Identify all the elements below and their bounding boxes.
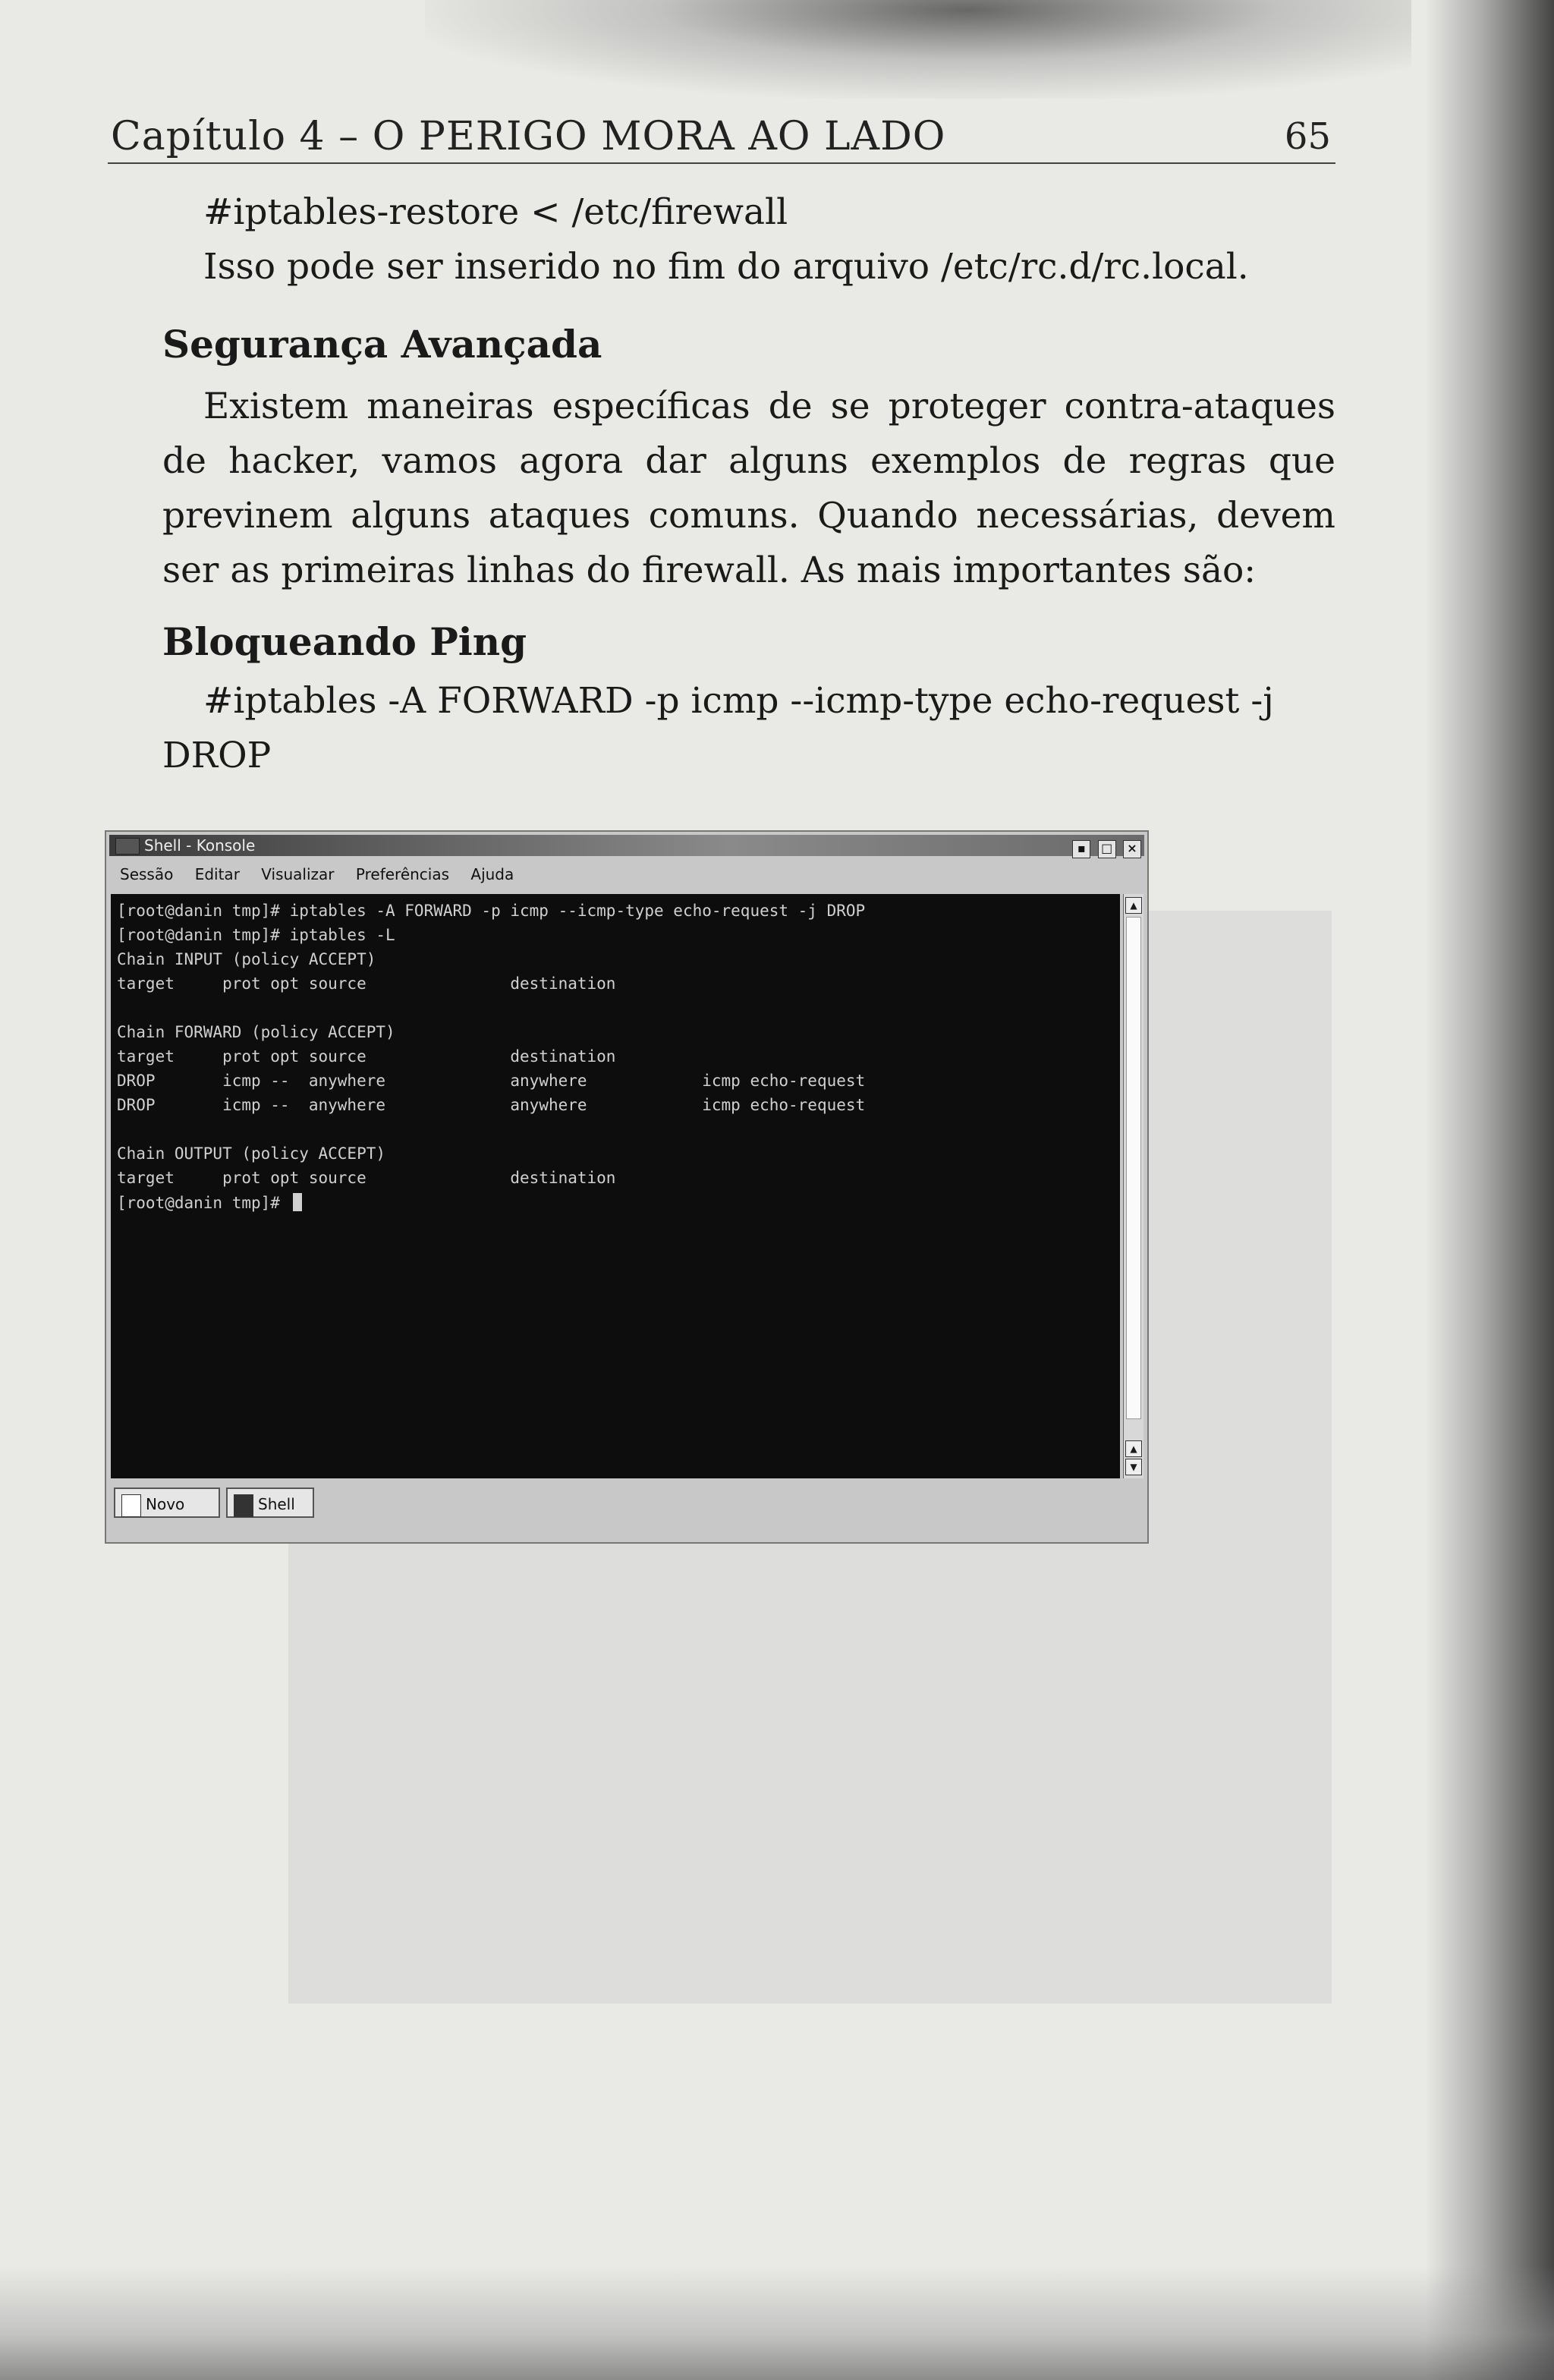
- menu-preferencias[interactable]: Preferências: [355, 865, 450, 883]
- scan-bleed-top: [425, 0, 1411, 99]
- new-session-label: Novo: [146, 1495, 185, 1513]
- terminal-cursor: [293, 1193, 302, 1211]
- terminal-line: DROP icmp -- anywhere anywhere icmp echo-request: [117, 1096, 866, 1114]
- terminal-line: target prot opt source destination: [117, 1169, 616, 1187]
- window-titlebar[interactable]: [109, 835, 1144, 856]
- close-button[interactable]: ×: [1123, 840, 1141, 858]
- scroll-up-icon[interactable]: ▲: [1125, 897, 1142, 914]
- terminal-line: target prot opt source destination: [117, 974, 616, 993]
- heading-security: Segurança Avançada: [162, 322, 602, 367]
- new-session-button[interactable]: [114, 1488, 220, 1518]
- menu-ajuda[interactable]: Ajuda: [470, 865, 514, 883]
- terminal-prompt: [root@danin tmp]#: [117, 1194, 290, 1212]
- terminal-line: [root@danin tmp]# iptables -L: [117, 926, 395, 944]
- scan-bleed-bottom: [0, 2266, 1554, 2380]
- terminal-line: DROP icmp -- anywhere anywhere icmp echo-request: [117, 1072, 866, 1090]
- heading-ping: Bloqueando Ping: [162, 619, 527, 664]
- terminal-line: Chain INPUT (policy ACCEPT): [117, 950, 376, 968]
- terminal-line: Chain FORWARD (policy ACCEPT): [117, 1023, 395, 1041]
- scroll-up-icon-bottom[interactable]: ▲: [1125, 1440, 1142, 1457]
- scrollbar-thumb[interactable]: [1126, 917, 1141, 1419]
- terminal-icon: [234, 1494, 253, 1517]
- minimize-button[interactable]: ▪: [1072, 840, 1090, 858]
- terminal-line: [root@danin tmp]# iptables -A FORWARD -p icmp --icmp-type echo-request -j DROP: [117, 902, 866, 920]
- terminal-prompt-line: [117, 1193, 302, 1212]
- tab-shell-label: Shell: [258, 1495, 295, 1513]
- menu-sessao[interactable]: Sessão: [120, 865, 174, 883]
- tab-shell[interactable]: [226, 1488, 314, 1518]
- scroll-down-icon[interactable]: ▼: [1125, 1459, 1142, 1475]
- menu-editar[interactable]: Editar: [194, 865, 240, 883]
- scan-bleed-right: [1425, 0, 1554, 2380]
- konsole-window: [105, 830, 1149, 1544]
- terminal-output[interactable]: [111, 894, 1120, 1478]
- restore-command: #iptables-restore < /etc/firewall: [203, 191, 788, 233]
- paragraph-security: Existem maneiras específicas de se proteger contra-ataques de hacker, vamos agora dar alguns exemplos de regras que previnem alguns ataques comuns. Quando necessárias, devem ser as primeiras linhas do firewall. As mais importantes são:: [162, 386, 1335, 591]
- menu-visualizar[interactable]: Visualizar: [261, 865, 335, 883]
- konsole-app-icon: [115, 838, 140, 855]
- terminal-line: Chain OUTPUT (policy ACCEPT): [117, 1144, 386, 1163]
- new-document-icon: [121, 1494, 141, 1517]
- terminal-line: target prot opt source destination: [117, 1047, 616, 1066]
- menu-bar: [109, 859, 1144, 889]
- page-number: 65: [1284, 115, 1331, 158]
- window-title: Shell - Konsole: [144, 836, 256, 855]
- maximize-button[interactable]: □: [1098, 840, 1116, 858]
- running-header: [108, 114, 1335, 164]
- insert-note: Isso pode ser inserido no fim do arquivo /etc/rc.d/rc.local.: [203, 246, 1249, 288]
- ping-command: #iptables -A FORWARD -p icmp --icmp-type echo-request -j DROP: [162, 680, 1274, 776]
- terminal-scrollbar[interactable]: [1123, 894, 1143, 1478]
- chapter-title: Capítulo 4 – O PERIGO MORA AO LADO: [111, 114, 946, 159]
